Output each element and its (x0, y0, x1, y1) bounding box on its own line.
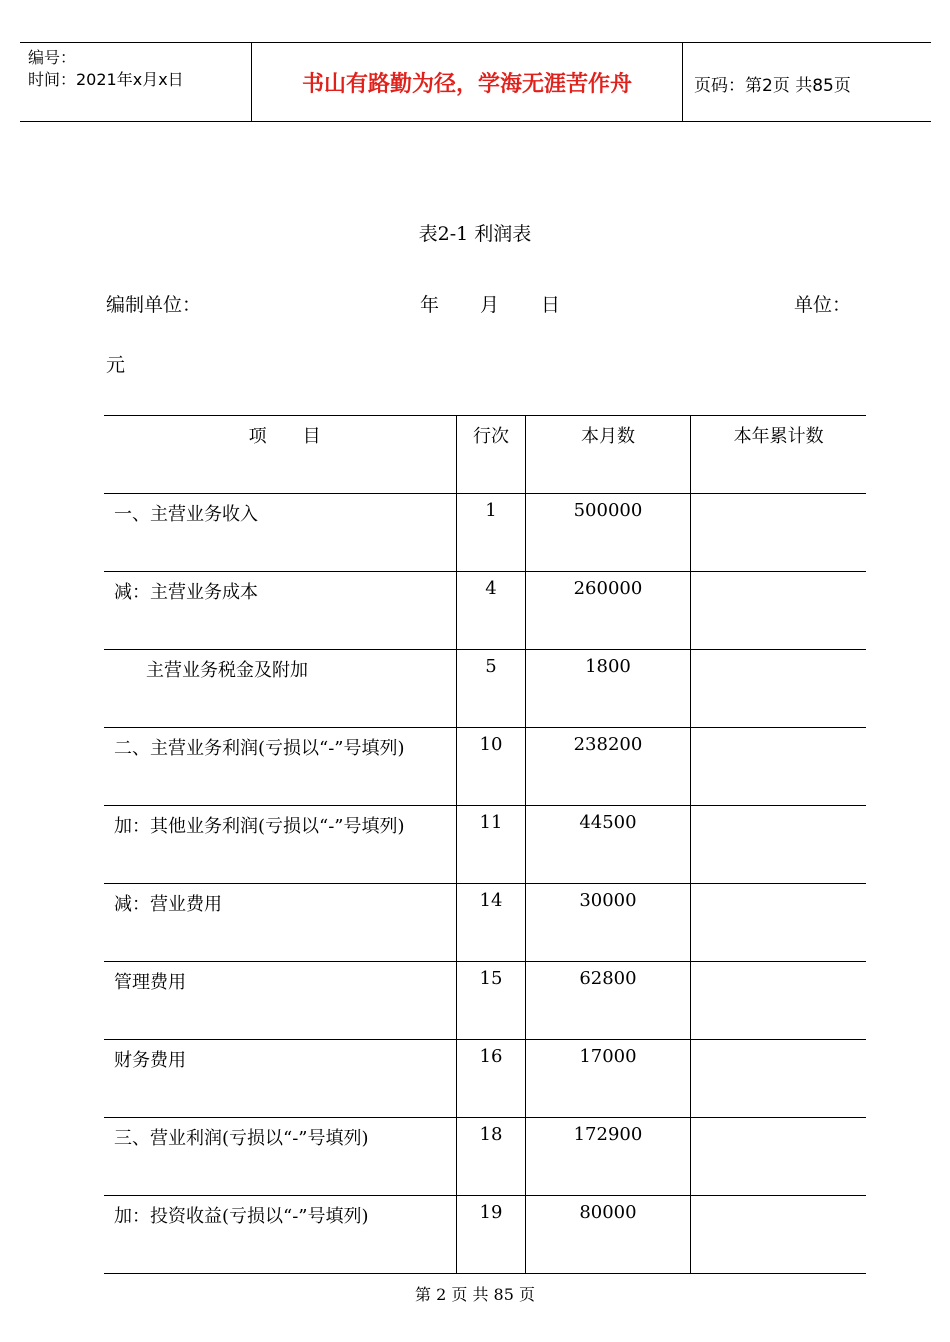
row-month: 500000 (525, 494, 691, 572)
row-year (691, 962, 866, 1040)
table-row (104, 962, 866, 1040)
table-row (104, 494, 866, 572)
row-item: 管理费用 (104, 962, 457, 1040)
table-title: 表2-1 利润表 (418, 223, 532, 245)
table-row (104, 1118, 866, 1196)
header-month: 本月数 (525, 416, 691, 494)
table-row (104, 650, 866, 728)
row-item: 三、营业利润(亏损以“-”号填列) (104, 1118, 457, 1196)
table-row (104, 1040, 866, 1118)
page-footer: 第 2 页 共 85 页 (415, 1285, 535, 1304)
row-line: 11 (457, 806, 525, 884)
unit-label: 单位： (794, 294, 852, 316)
row-year (691, 1040, 866, 1118)
row-line: 10 (457, 728, 525, 806)
row-year (691, 650, 866, 728)
row-line: 16 (457, 1040, 525, 1118)
page-header (20, 42, 931, 122)
table-row (104, 728, 866, 806)
row-item: 二、主营业务利润(亏损以“-”号填列) (104, 728, 457, 806)
row-item: 加：其他业务利润(亏损以“-”号填列) (104, 806, 457, 884)
row-month: 44500 (525, 806, 691, 884)
header-motto: 书山有路勤为径，学海无涯苦作舟 (251, 43, 683, 121)
row-month: 30000 (525, 884, 691, 962)
row-item: 主营业务税金及附加 (104, 650, 457, 728)
row-year (691, 884, 866, 962)
row-item: 财务费用 (104, 1040, 457, 1118)
row-year (691, 572, 866, 650)
org-label: 编制单位： (106, 294, 202, 316)
row-month: 1800 (525, 650, 691, 728)
row-line: 15 (457, 962, 525, 1040)
row-month: 172900 (525, 1118, 691, 1196)
number-label: 编号： (28, 48, 77, 67)
table-row (104, 806, 866, 884)
header-year: 本年累计数 (691, 416, 866, 494)
row-line: 4 (457, 572, 525, 650)
header-page-info: 页码：第2页 共85页 (694, 76, 851, 96)
row-line: 1 (457, 494, 525, 572)
row-item: 一、主营业务收入 (104, 494, 457, 572)
day-label: 日 (541, 294, 561, 316)
row-month: 62800 (525, 962, 691, 1040)
table-row (104, 884, 866, 962)
row-line: 18 (457, 1118, 525, 1196)
row-year (691, 1118, 866, 1196)
header-item: 项 目 (104, 416, 457, 494)
time-label: 时间：2021年x月x日 (28, 70, 184, 89)
row-month: 17000 (525, 1040, 691, 1118)
row-month: 260000 (525, 572, 691, 650)
row-year (691, 1196, 866, 1274)
unit-value: 元 (106, 354, 126, 376)
table-row (104, 572, 866, 650)
month-label: 月 (480, 294, 500, 316)
row-month: 80000 (525, 1196, 691, 1274)
year-label: 年 (420, 294, 440, 316)
income-statement-table (104, 415, 866, 1274)
header-left (28, 47, 184, 91)
row-item: 减：营业费用 (104, 884, 457, 962)
row-line: 5 (457, 650, 525, 728)
row-item: 减：主营业务成本 (104, 572, 457, 650)
row-item: 加：投资收益(亏损以“-”号填列) (104, 1196, 457, 1274)
row-line: 14 (457, 884, 525, 962)
table-header-row (104, 416, 866, 494)
table-row (104, 1196, 866, 1274)
row-line: 19 (457, 1196, 525, 1274)
row-year (691, 806, 866, 884)
row-year (691, 494, 866, 572)
row-year (691, 728, 866, 806)
row-month: 238200 (525, 728, 691, 806)
header-line: 行次 (457, 416, 525, 494)
